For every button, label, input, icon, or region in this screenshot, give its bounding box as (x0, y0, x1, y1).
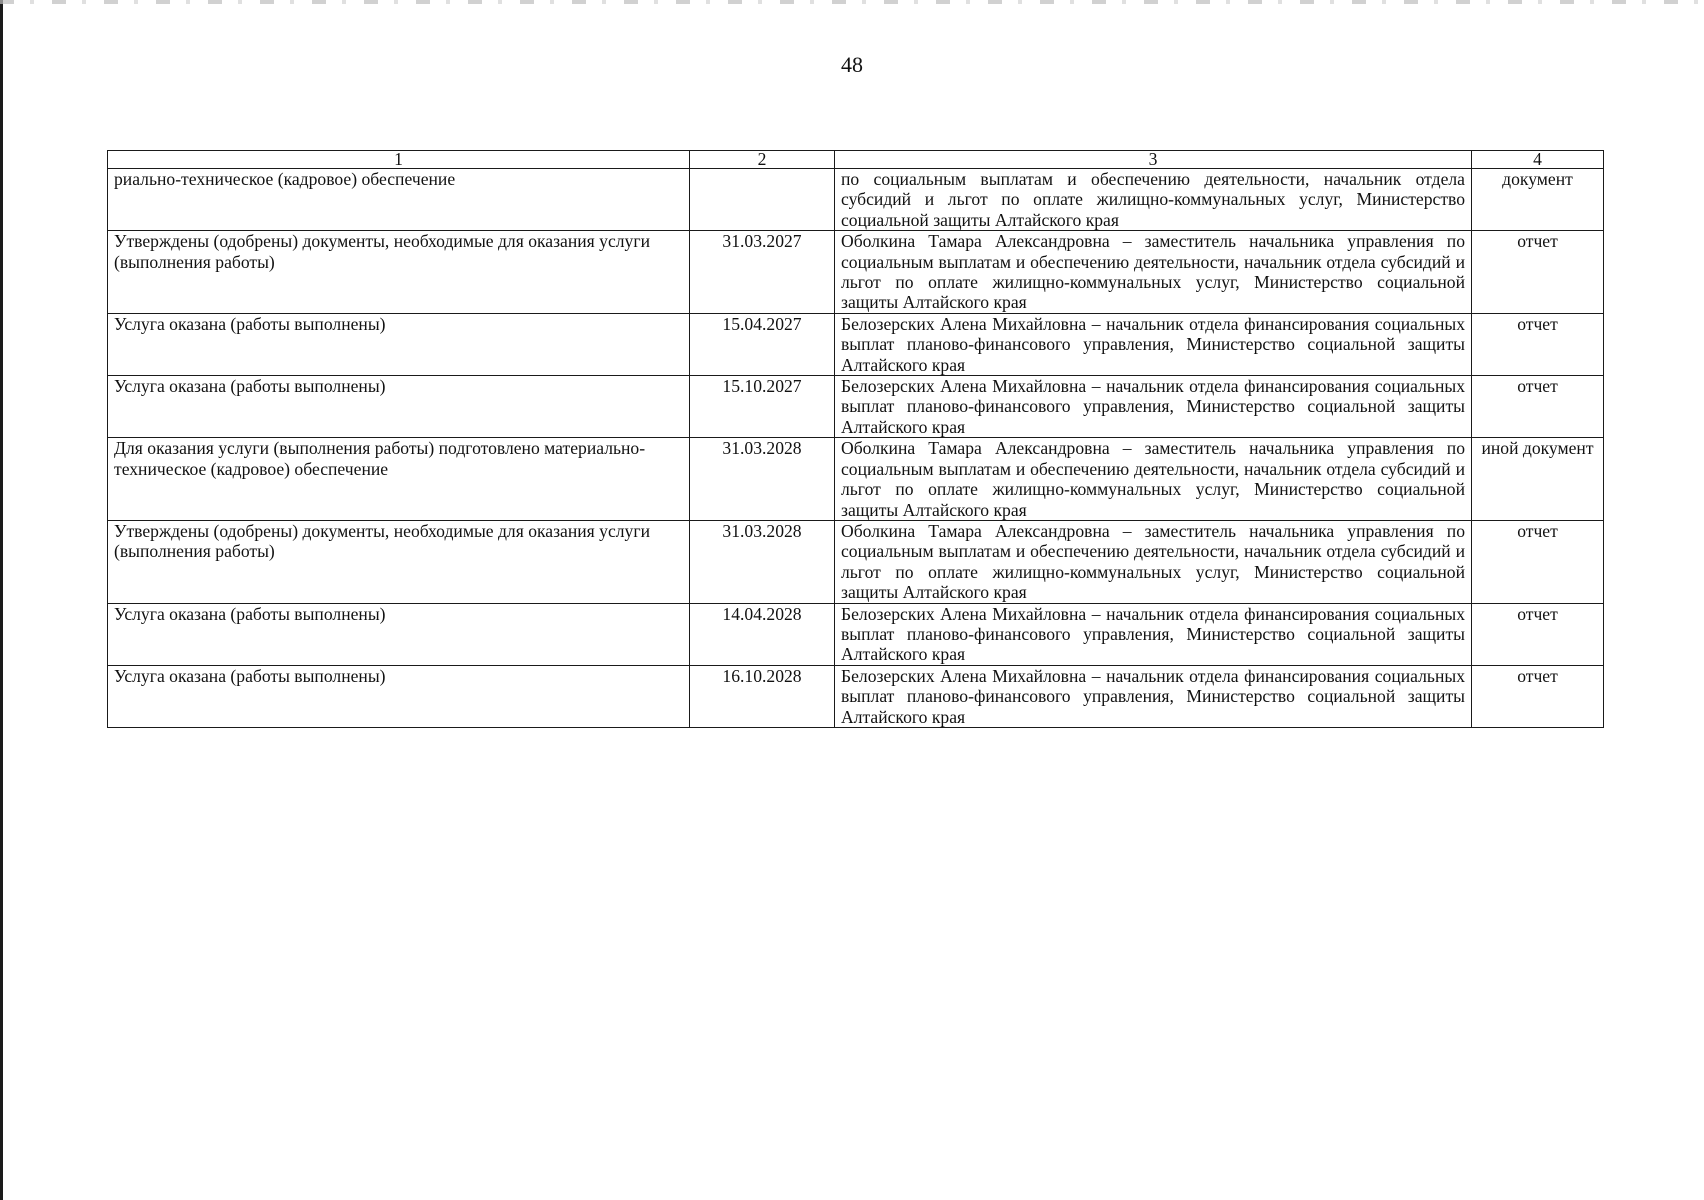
result-cell: отчет (1472, 231, 1604, 314)
table-row (108, 665, 1604, 727)
date-cell: 15.04.2027 (690, 313, 835, 375)
result-cell: отчет (1472, 376, 1604, 438)
event-cell: Услуга оказана (работы выполнены) (108, 665, 690, 727)
event-cell: Утверждены (одобрены) документы, необходимые для оказания услуги (выполнения работы) (108, 520, 690, 603)
page-number: 48 (841, 52, 863, 77)
result-cell: иной документ (1472, 438, 1604, 521)
responsible-cell: по социальным выплатам и обеспечению деятельности, начальник отдела субсидий и льгот по оплате жилищно-коммунальных услуг, Министерство социальной защиты Алтайского края (835, 169, 1472, 231)
scan-top-edge (0, 0, 1704, 4)
date-cell: 31.03.2028 (690, 438, 835, 521)
event-cell: Услуга оказана (работы выполнены) (108, 603, 690, 665)
column-number-2: 2 (690, 151, 835, 169)
table-row (108, 603, 1604, 665)
event-cell: Услуга оказана (работы выполнены) (108, 376, 690, 438)
date-cell (690, 169, 835, 231)
date-cell: 15.10.2027 (690, 376, 835, 438)
column-number-1: 1 (108, 151, 690, 169)
event-cell: Услуга оказана (работы выполнены) (108, 313, 690, 375)
date-cell: 14.04.2028 (690, 603, 835, 665)
table-row (108, 313, 1604, 375)
responsible-cell: Оболкина Тамара Александровна – заместитель начальника управления по социальным выплатам и обеспечению деятельности, начальник отдела субсидий и льгот по оплате жилищно-коммунальных услуг, Министерство социальной защиты Алтайского края (835, 520, 1472, 603)
result-cell: отчет (1472, 520, 1604, 603)
result-cell: отчет (1472, 603, 1604, 665)
date-cell: 31.03.2028 (690, 520, 835, 603)
event-cell: Для оказания услуги (выполнения работы) подготовлено материально-техническое (кадровое) обеспечение (108, 438, 690, 521)
table-row (108, 169, 1604, 231)
date-cell: 16.10.2028 (690, 665, 835, 727)
event-cell: риально-техническое (кадровое) обеспечение (108, 169, 690, 231)
table-row (108, 438, 1604, 521)
table-row (108, 376, 1604, 438)
table-row (108, 231, 1604, 314)
responsible-cell: Белозерских Алена Михайловна – начальник отдела финансирования социальных выплат планово-финансового управления, Министерство социальной защиты Алтайского края (835, 665, 1472, 727)
result-cell: документ (1472, 169, 1604, 231)
column-number-4: 4 (1472, 151, 1604, 169)
column-number-3: 3 (835, 151, 1472, 169)
event-cell: Утверждены (одобрены) документы, необходимые для оказания услуги (выполнения работы) (108, 231, 690, 314)
responsible-cell: Белозерских Алена Михайловна – начальник отдела финансирования социальных выплат планово-финансового управления, Министерство социальной защиты Алтайского края (835, 603, 1472, 665)
result-cell: отчет (1472, 313, 1604, 375)
responsible-cell: Оболкина Тамара Александровна – заместитель начальника управления по социальным выплатам и обеспечению деятельности, начальник отдела субсидий и льгот по оплате жилищно-коммунальных услуг, Министерство социальной защиты Алтайского края (835, 231, 1472, 314)
result-cell: отчет (1472, 665, 1604, 727)
responsible-cell: Белозерских Алена Михайловна – начальник отдела финансирования социальных выплат планово-финансового управления, Министерство социальной защиты Алтайского края (835, 313, 1472, 375)
scan-left-edge (0, 0, 3, 1200)
column-number-row (108, 151, 1604, 169)
table-row (108, 520, 1604, 603)
date-cell: 31.03.2027 (690, 231, 835, 314)
schedule-table (107, 150, 1604, 728)
responsible-cell: Оболкина Тамара Александровна – заместитель начальника управления по социальным выплатам и обеспечению деятельности, начальник отдела субсидий и льгот по оплате жилищно-коммунальных услуг, Министерство социальной защиты Алтайского края (835, 438, 1472, 521)
responsible-cell: Белозерских Алена Михайловна – начальник отдела финансирования социальных выплат планово-финансового управления, Министерство социальной защиты Алтайского края (835, 376, 1472, 438)
